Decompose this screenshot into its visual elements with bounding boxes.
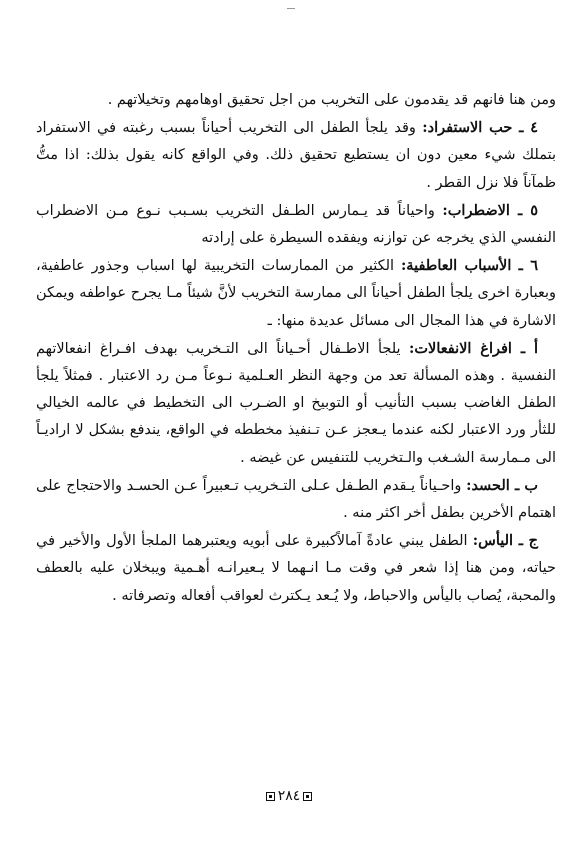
page-number: ٢٨٤ [277, 788, 301, 804]
page-footer [0, 788, 578, 804]
paragraph-2-heading: ٤ ـ حب الاستفراد: [422, 119, 539, 137]
paragraph-7 [36, 527, 556, 610]
paragraph-4 [36, 252, 556, 335]
paragraph-5 [36, 335, 556, 472]
paragraph-6-heading: ب ـ الحسد: [466, 476, 538, 494]
ornament-square-icon [303, 792, 312, 801]
paragraph-3-text: واحياناً قد يـمارس الطـفل التخريب بسـبب نـوع مـن الاضطراب النفسي الذي يخرجه عن توازنه ويفقده السيطرة على إرادته [36, 202, 556, 247]
paragraph-5-heading: أ ـ افراغ الانفعالات: [409, 339, 538, 357]
page-edge-mark [287, 8, 295, 9]
paragraph-1 [36, 86, 556, 114]
paragraph-4-heading: ٦ ـ الأسباب العاطفية: [400, 257, 538, 275]
paragraph-7-text: الطفل يبني عادةً آمالاًكبيرة على أبويه ويعتبرهما الملجأ الأول والأخير في حياته، ومن هنا إذا شعر في وقت مـا انـهما لا يـعيرانـه أهـمية ويبخلان عليه بالعطف والمحبة، يُصاب باليأس والاحباط، ولا يُـعد يـكترث لعواقب أفعاله وتصرفاته . [36, 533, 556, 604]
document-body [36, 86, 556, 610]
paragraph-6-text: واحـياناً يـقدم الطـفل عـلى التـخريب تـعبيراً عـن الحسـد والاحتجاج على اهتمام الأخرين بطفل أخر اكثر منه . [36, 477, 556, 522]
paragraph-4-text: الكثير من الممارسات التخريبية لها اسباب وجذور عاطفية، وبعبارة اخرى يلجأ الطفل أحياناً الى ممارسة التخريب لأنَّ شيئاً مـا يجرح عواطفه ويمكن الاشارة في هذا المجال الى مسائل عديدة منها: ـ [36, 258, 556, 329]
paragraph-7-heading: ج ـ اليأس: [472, 532, 539, 550]
paragraph-1-text: ومن هنا فانهم قد يقدمون على التخريب من اجل تحقيق اوهامهم وتخيلاتهم . [107, 92, 556, 108]
ornament-square-icon [266, 792, 275, 801]
paragraph-2 [36, 114, 556, 197]
paragraph-6 [36, 472, 556, 527]
paragraph-3 [36, 197, 556, 252]
paragraph-5-text: يلجأ الاطـفال أحـياناً الى التـخريب بهدف افـراغ انفعالاتهم النفسية . وهذه المسألة تعد من وجهة النظر العـلمية نـوعاً مـن رد الاعتبار . فمثلاً يلجأ الطفل الغاضب بسبب التأنيب أو التوبيخ او الضـرب الى التخطيط في عالمه الخيالي للثأر ورد الاعتبار لكنه عندما يـعجز عـن تـنفيذ مخططه في الواقع، يندفع بشكل لا اراديـاً الى مـمارسة الشـغب والـتخريب للتنفيس عن غيضه . [36, 340, 556, 466]
paragraph-3-heading: ٥ ـ الاضطراب: [442, 201, 538, 219]
paragraph-2-text: وقد يلجأ الطفل الى التخريب أحياناً بسبب رغبته في الاستفراد بتملك شيء معين دون ان يستطيع تحقيق ذلك. وفي الواقع كانه يقول بذلك: اذا متُّ ظمآناً فلا نزل القطر . [36, 120, 556, 191]
